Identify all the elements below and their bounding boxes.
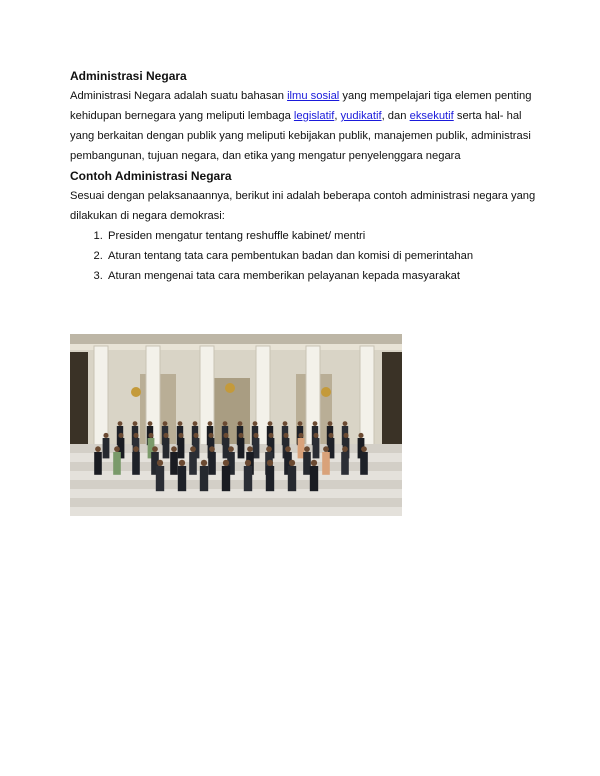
definition-text-end: serta hal- hal yang berkaitan dengan publik yang meliputi kebijakan publik, manajemen publik, administrasi pembangunan, tujuan negara, dan etika yang mengatur penyelenggara negara — [70, 110, 531, 162]
link-ilmu-sosial[interactable]: ilmu sosial — [287, 90, 340, 102]
list-item: 3. Aturan mengenai tata cara memberikan pelayanan kepada masyarakat — [106, 266, 540, 286]
paragraph-definition — [70, 86, 540, 166]
cabinet-group-photo — [70, 334, 402, 516]
definition-text-start: Administrasi Negara adalah suatu bahasan — [70, 90, 288, 102]
link-eksekutif[interactable]: eksekutif — [409, 110, 454, 122]
link-yudikatif[interactable]: yudikatif — [340, 110, 382, 122]
heading-contoh-administrasi-negara: Contoh Administrasi Negara — [70, 169, 232, 183]
separator-dan: , dan — [381, 110, 410, 122]
definition-text-mid: yang mempelajari tiga elemen penting kehidupan bernegara yang meliputi lembaga — [70, 90, 532, 122]
paragraph-intro: Sesuai dengan pelaksanaannya, berikut ini adalah beberapa contoh administrasi negara yang dilakukan di negara demokrasi: — [70, 190, 536, 222]
list-item: 1. Presiden mengatur tentang reshuffle kabinet/ mentri — [106, 226, 540, 246]
link-legislatif[interactable]: legislatif — [293, 110, 335, 122]
examples-list — [70, 226, 540, 286]
list-item: 2. Aturan tentang tata cara pembentukan badan dan komisi di pemerintahan — [106, 246, 540, 266]
cabinet-group-photo-image — [70, 334, 402, 516]
separator-comma: , — [334, 110, 341, 122]
document-content — [70, 66, 540, 286]
heading-administrasi-negara: Administrasi Negara — [70, 69, 187, 83]
